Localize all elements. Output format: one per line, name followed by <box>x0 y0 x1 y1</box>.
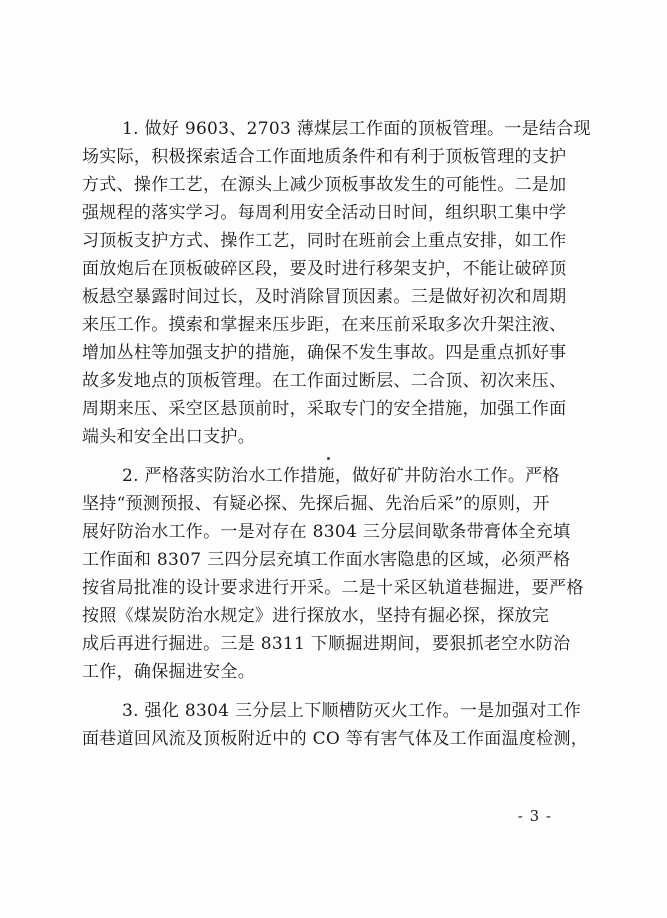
body-text <box>82 115 591 753</box>
text-line: 增加丛柱等加强支护的措施，确保不发生事故。四是重点抓好事 <box>82 343 567 363</box>
paragraph-gap <box>82 686 582 697</box>
text-line: 来压工作。摸索和掌握来压步距，在来压前采取多次升架注液、 <box>82 315 567 335</box>
text-line: 3. 强化 8304 三分层上下顺槽防灭火工作。一是加强对工作 <box>122 701 581 721</box>
page-number: - 3 - <box>517 807 552 825</box>
text-line: 强规程的落实学习。每周利用安全活动日时间，组织职工集中学 <box>82 203 567 223</box>
text-line: 习顶板支护方式、操作工艺，同时在班前会上重点安排，如工作 <box>82 231 567 251</box>
paragraph-water-control <box>82 462 582 686</box>
paragraph-roof-management <box>82 115 591 451</box>
text-line: 工作，确保掘进安全。 <box>82 662 255 682</box>
text-line: 面放炮后在顶板破碎区段，要及时进行移架支护，不能让破碎顶 <box>82 259 567 279</box>
text-line: 面巷道回风流及顶板附近中的 CO 等有害气体及工作面温度检测， <box>82 729 589 749</box>
text-line: 成后再进行掘进。三是 8311 下顺掘进期间，要狠抓老空水防治 <box>82 634 571 654</box>
text-line: 展好防治水工作。一是对存在 8304 三分层间歇条带膏体全充填 <box>82 522 571 542</box>
text-line: 坚持“预测预报、有疑必探、先探后掘、先治后采”的原则，开 <box>82 494 550 514</box>
text-line: 1. 做好 9603、2703 薄煤层工作面的顶板管理。一是结合现 <box>122 119 591 139</box>
text-line: 板悬空暴露时间过长，及时消除冒顶因素。三是做好初次和周期 <box>82 287 567 307</box>
paragraph-gap <box>82 451 582 462</box>
text-line: 端头和安全出口支护。 <box>82 427 255 447</box>
scan-speck <box>327 457 330 460</box>
text-line: 按照《煤炭防治水规定》进行探放水，坚持有掘必探，探放完 <box>82 606 550 626</box>
text-line: 按省局批准的设计要求进行开采。二是十采区轨道巷掘进，要严格 <box>82 578 584 598</box>
text-line: 方式、操作工艺，在源头上减少顶板事故发生的可能性。二是加 <box>82 175 567 195</box>
text-line: 场实际，积极探索适合工作面地质条件和有利于顶板管理的支护 <box>82 147 567 167</box>
text-line: 2. 严格落实防治水工作措施，做好矿井防治水工作。严格 <box>122 466 560 486</box>
text-line: 周期来压、采空区悬顶前时，采取专门的安全措施，加强工作面 <box>82 399 567 419</box>
text-line: 故多发地点的顶板管理。在工作面过断层、二合顶、初次来压、 <box>82 371 567 391</box>
text-line: 工作面和 8307 三四分层充填工作面水害隐患的区域，必须严格 <box>82 550 571 570</box>
paragraph-fire-prevention <box>82 697 589 753</box>
